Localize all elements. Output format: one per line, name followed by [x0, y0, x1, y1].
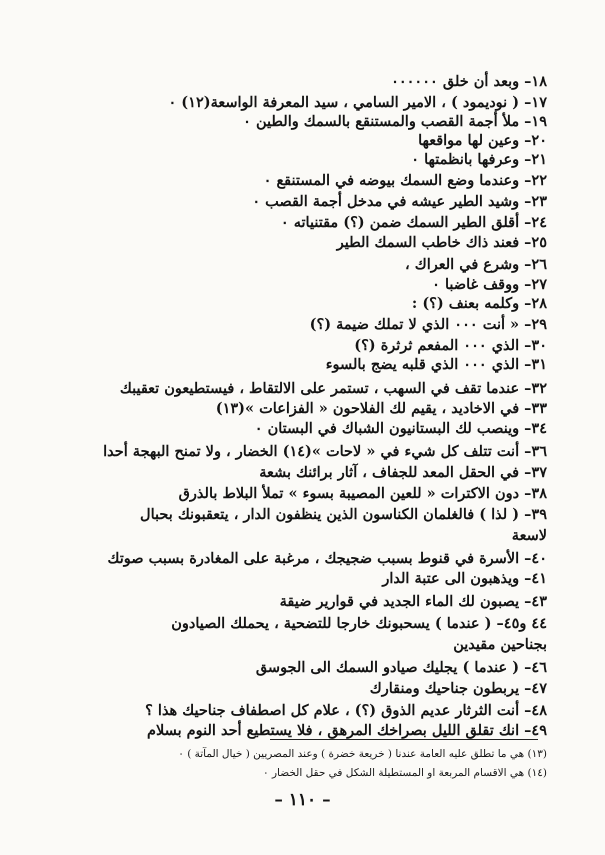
text-line: ٢٥– فعند ذاك خاطب السمك الطير	[336, 234, 547, 251]
text-line: ٤٧– يربطون جناحيك ومنقارك	[369, 680, 547, 697]
text-line: ٤٤ و٤٥– ( عندما ) يسحبونك خارجا للتضحية ، يحملك الصيادون	[171, 615, 547, 632]
text-line: ٢٠– وعين لها مواقعها	[418, 132, 547, 149]
text-line: ٣١– الذي ٠٠٠ الذي قلبه يضج بالسوء	[325, 356, 547, 373]
text-line: ٢٤– أقلق الطير السمك ضمن (؟) مقتنياته ٠	[280, 214, 547, 231]
text-line: ٢٦– وشرع في العراك ،	[405, 256, 547, 273]
text-line: ٣٣– في الاخاديد ، يقيم لك الفلاحون « الفزاعات »(١٣)	[215, 400, 547, 417]
text-line: ٣٧– في الحقل المعد للجفاف ، آثار برائنك بشعة	[259, 464, 547, 481]
text-line: ٤١– ويذهبون الى عتبة الدار	[382, 570, 547, 587]
text-line: ١٩– ملأ أجمة القصب والمستنقع بالسمك والطين ٠	[243, 113, 547, 130]
text-line: ٢٨– وكلمه بعنف (؟) :	[411, 295, 547, 312]
footnote-14: (١٤) هي الاقسام المربعة او المستطيلة الشكل في حقل الخضار ٠	[262, 767, 547, 779]
text-line: ١٨– وبعد أن خلق ٠٠٠٠٠٠	[391, 73, 547, 90]
text-line: ٢٧– ووقف غاضبا ٠	[432, 276, 547, 293]
text-line: ٣٠– الذي ٠٠٠ المفعم ثرثرة (؟)	[354, 337, 547, 354]
text-line: ٤٦– ( عندما ) يجليك صيادو السمك الى الجوسق	[255, 659, 547, 676]
text-line: لاسعة	[511, 527, 547, 544]
footnote-divider	[270, 739, 538, 740]
text-line: ٣٤– وينصب لك البستانيون الشباك في البستان ٠	[254, 420, 547, 437]
text-line: ٤٠– الأسرة في قنوط بسبب ضجيجك ، مرغبة على المغادرة بسبب صوتك	[107, 550, 547, 567]
text-line: ٢٢– وعندما وضع السمك بيوضه في المستنقع ٠	[263, 172, 547, 189]
text-line: ٢٩– « أنت ٠٠٠ الذي لا تملك ضيمة (؟)	[309, 316, 547, 333]
text-line: ٤٣– يصبون لك الماء الجديد في قوارير ضيقة	[279, 593, 547, 610]
text-line: ٤٨– أنت الثرثار عديم الذوق (؟) ، علام كل اصطفاف جناحيك هذا ؟	[145, 702, 547, 719]
text-line: ٤٩– انك تقلق الليل بصراخك المرهق ، فلا يستطيع أحد النوم بسلام	[147, 722, 547, 739]
text-line: ٣٩– ( لذا ) فالغلمان الكناسون الذين ينظفون الدار ، يتعقبونك بحبال	[140, 506, 547, 523]
text-line: ٢٣– وشيد الطير عيشه في مدخل أجمة القصب ٠	[252, 193, 547, 210]
page-number: – ١١٠ –	[274, 790, 331, 810]
text-line: ٣٦– أنت تتلف كل شيء في « لاحات »(١٤) الخضار ، ولا تمنح البهجة أحدا	[103, 443, 547, 460]
text-line: ٢١– وعرفها بانظمتها ٠	[411, 151, 547, 168]
text-line: ١٧– ( نوديمود ) ، الامير السامي ، سيد المعرفة الواسعة(١٢) ٠	[168, 94, 547, 111]
text-line: ٣٢– عندما تقف في السهب ، تستمر على الالتقاط ، فيستطيعون تعقيبك	[119, 380, 547, 397]
text-line: ٣٨– دون الاكترات « للعين المصيبة بسوء » تملأ البلاط بالذرق	[178, 485, 547, 502]
text-line: بجناحين مقيدين	[453, 636, 547, 653]
footnote-13: (١٣) هي ما تطلق عليه العامة عندنا ( خريعة خضرة ) وعند المصريين ( خيال المآتة ) ٠	[178, 748, 547, 760]
